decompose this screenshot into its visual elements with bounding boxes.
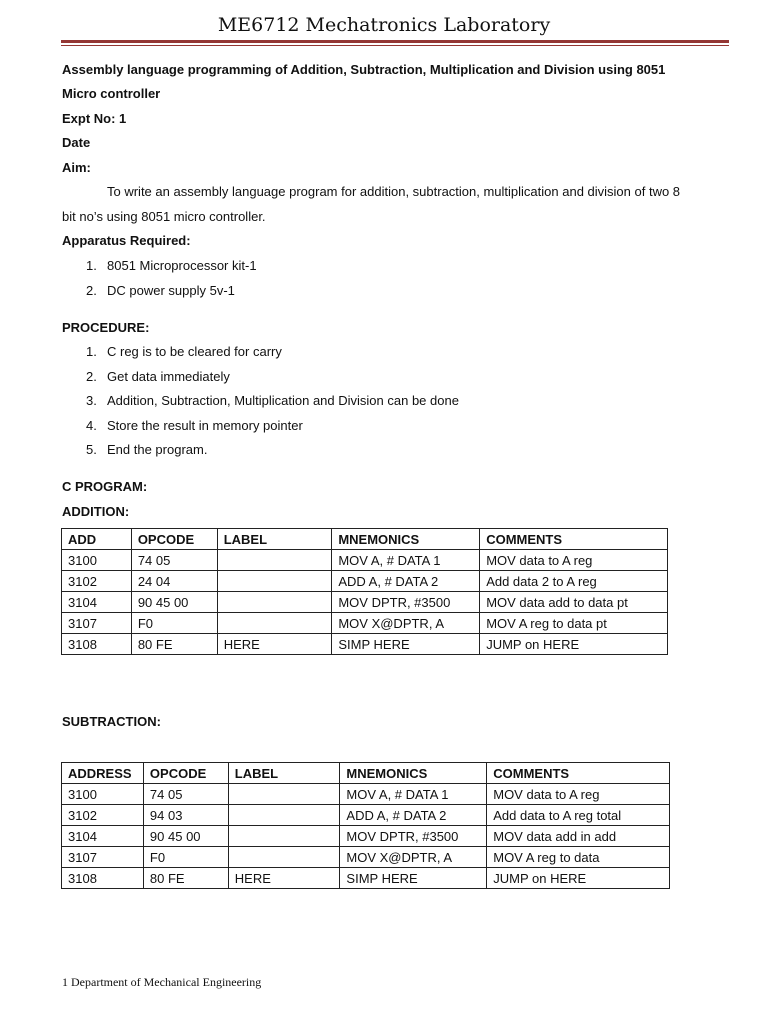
opcode-cell: 74 05 [131, 550, 217, 571]
mnemonics-cell: MOV DPTR, #3500 [340, 826, 487, 847]
comments-cell: MOV data to A reg [487, 784, 670, 805]
header-cell: OPCODE [131, 529, 217, 550]
label-cell [228, 784, 340, 805]
mnemonics-cell: SIMP HERE [340, 868, 487, 889]
addition-heading: ADDITION: [62, 504, 130, 519]
header-cell: OPCODE [143, 763, 228, 784]
label-cell [217, 550, 332, 571]
header-cell: COMMENTS [487, 763, 670, 784]
subtraction-heading: SUBTRACTION: [62, 714, 161, 729]
opcode-cell: 90 45 00 [131, 592, 217, 613]
list-item-number: 1. [86, 258, 97, 273]
addition-table [61, 528, 668, 655]
address-cell: 3102 [62, 571, 132, 592]
label-cell: HERE [217, 634, 332, 655]
opcode-cell: 94 03 [143, 805, 228, 826]
page-header-title: ME6712 Mechatronics Laboratory [217, 14, 551, 36]
opcode-cell: 80 FE [131, 634, 217, 655]
label-cell [228, 847, 340, 868]
list-item: 8051 Microprocessor kit-1 [107, 258, 257, 273]
procedure-heading: PROCEDURE: [62, 320, 150, 335]
c-program-heading: C PROGRAM: [62, 479, 148, 494]
opcode-cell: F0 [143, 847, 228, 868]
header-cell: ADDRESS [62, 763, 144, 784]
table-header-row [62, 529, 668, 550]
comments-cell: MOV A reg to data [487, 847, 670, 868]
list-item: End the program. [107, 442, 208, 457]
header-cell: ADD [62, 529, 132, 550]
table-row [62, 805, 670, 826]
aim-text-line-1: To write an assembly language program for addition, subtraction, multiplication and division of two 8 [107, 184, 681, 199]
comments-cell: Add data to A reg total [487, 805, 670, 826]
list-item: Addition, Subtraction, Multiplication and Division can be done [107, 393, 459, 408]
list-item: DC power supply 5v-1 [107, 283, 235, 298]
table-row [62, 592, 668, 613]
mnemonics-cell: MOV A, # DATA 1 [340, 784, 487, 805]
label-cell [217, 613, 332, 634]
address-cell: 3107 [62, 613, 132, 634]
aim-heading: Aim: [62, 160, 91, 175]
document-title-line-2: Micro controller [62, 86, 161, 101]
mnemonics-cell: MOV A, # DATA 1 [332, 550, 480, 571]
table-row [62, 613, 668, 634]
table-row [62, 571, 668, 592]
address-cell: 3102 [62, 805, 144, 826]
label-cell [228, 805, 340, 826]
list-item-number: 2. [86, 283, 97, 298]
address-cell: 3108 [62, 634, 132, 655]
comments-cell: MOV data add in add [487, 826, 670, 847]
table-row [62, 826, 670, 847]
mnemonics-cell: MOV X@DPTR, A [332, 613, 480, 634]
header-cell: LABEL [217, 529, 332, 550]
label-cell [228, 826, 340, 847]
header-cell: LABEL [228, 763, 340, 784]
table-row [62, 784, 670, 805]
table-header-row [62, 763, 670, 784]
header-cell: COMMENTS [480, 529, 668, 550]
label-cell: HERE [228, 868, 340, 889]
mnemonics-cell: MOV X@DPTR, A [340, 847, 487, 868]
comments-cell: MOV data to A reg [480, 550, 668, 571]
table-row [62, 550, 668, 571]
table-row [62, 634, 668, 655]
label-cell [217, 592, 332, 613]
comments-cell: JUMP on HERE [487, 868, 670, 889]
table-row [62, 847, 670, 868]
comments-cell: MOV A reg to data pt [480, 613, 668, 634]
opcode-cell: 74 05 [143, 784, 228, 805]
subtraction-table [61, 762, 670, 889]
header-rule-thick [61, 40, 729, 43]
comments-cell: Add data 2 to A reg [480, 571, 668, 592]
list-item-number: 5. [86, 442, 97, 457]
list-item: Get data immediately [107, 369, 230, 384]
address-cell: 3104 [62, 592, 132, 613]
opcode-cell: 80 FE [143, 868, 228, 889]
list-item-number: 1. [86, 344, 97, 359]
page-footer: 1 Department of Mechanical Engineering [62, 975, 262, 989]
address-cell: 3107 [62, 847, 144, 868]
address-cell: 3104 [62, 826, 144, 847]
list-item-number: 3. [86, 393, 97, 408]
list-item: Store the result in memory pointer [107, 418, 303, 433]
address-cell: 3100 [62, 550, 132, 571]
list-item: C reg is to be cleared for carry [107, 344, 282, 359]
header-cell: MNEMONICS [340, 763, 487, 784]
mnemonics-cell: ADD A, # DATA 2 [340, 805, 487, 826]
comments-cell: JUMP on HERE [480, 634, 668, 655]
list-item-number: 4. [86, 418, 97, 433]
opcode-cell: 24 04 [131, 571, 217, 592]
document-title-line-1: Assembly language programming of Addition, Subtraction, Multiplication and Division using 8051 [62, 62, 666, 77]
date-label: Date [62, 135, 91, 150]
label-cell [217, 571, 332, 592]
header-cell: MNEMONICS [332, 529, 480, 550]
opcode-cell: F0 [131, 613, 217, 634]
header-rule-thin [61, 45, 729, 46]
list-item-number: 2. [86, 369, 97, 384]
mnemonics-cell: SIMP HERE [332, 634, 480, 655]
address-cell: 3100 [62, 784, 144, 805]
address-cell: 3108 [62, 868, 144, 889]
mnemonics-cell: ADD A, # DATA 2 [332, 571, 480, 592]
table-row [62, 868, 670, 889]
aim-text-line-2: bit no’s using 8051 micro controller. [62, 209, 266, 224]
apparatus-heading: Apparatus Required: [62, 233, 191, 248]
opcode-cell: 90 45 00 [143, 826, 228, 847]
comments-cell: MOV data add to data pt [480, 592, 668, 613]
mnemonics-cell: MOV DPTR, #3500 [332, 592, 480, 613]
expt-no: Expt No: 1 [62, 111, 127, 126]
